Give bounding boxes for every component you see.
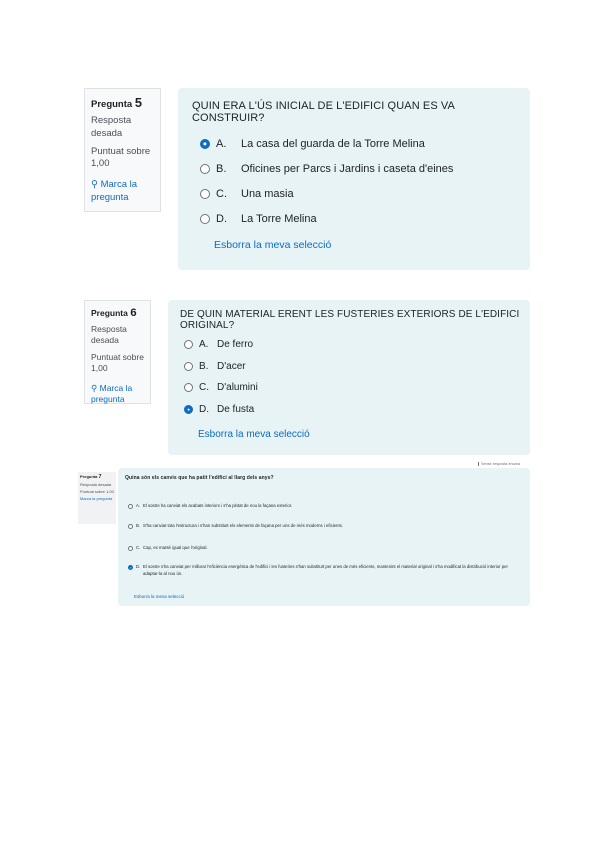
question-number-value: 5 xyxy=(134,95,142,110)
radio-button[interactable] xyxy=(128,546,133,551)
clear-selection-link[interactable]: Esborra la meva selecció xyxy=(198,429,310,440)
question-text: DE QUIN MATERIAL ERENT LES FUSTERIES EXTERIORS DE L'EDIFICI ORIGINAL? xyxy=(180,309,520,331)
answer-option-c[interactable] xyxy=(128,545,523,552)
clear-selection-link[interactable]: Esborra la meva selecció xyxy=(134,594,185,599)
option-letter: D. xyxy=(136,564,141,569)
option-letter: B. xyxy=(199,361,209,372)
option-text: Una masia xyxy=(241,188,294,200)
question-label: Pregunta xyxy=(80,474,98,479)
answer-status: Resposta desada xyxy=(80,482,112,487)
clear-selection-link[interactable]: Esborra la meva selecció xyxy=(214,239,332,251)
option-text: Cap, es manté igual que l'original. xyxy=(143,545,208,550)
question-status-tag: Sense resposta encara xyxy=(478,462,520,466)
radio-button[interactable] xyxy=(128,565,133,570)
flag-icon: ⚲ xyxy=(91,179,98,191)
answer-option-b[interactable] xyxy=(200,163,453,175)
flag-question-link[interactable] xyxy=(91,383,144,406)
radio-button[interactable] xyxy=(200,164,210,174)
question-number-value: 7 xyxy=(98,474,102,480)
option-text: El sostre ha canviat els acabats interiors i s'ha pintat de nou la façana exterior. xyxy=(143,503,293,508)
answer-option-b[interactable] xyxy=(128,523,523,530)
radio-button[interactable] xyxy=(128,524,133,529)
question-text: Quina són els canvis que ha patit l'edifici al llarg dels anys? xyxy=(125,475,274,481)
question-number xyxy=(80,474,114,480)
option-letter: A. xyxy=(136,503,141,508)
question-text: QUIN ERA L'ÚS INICIAL DE L'EDIFICI QUAN ES VA CONSTRUIR? xyxy=(192,100,455,124)
option-letter: A. xyxy=(216,138,227,150)
question-5-content xyxy=(178,88,530,270)
question-7-info xyxy=(78,472,116,524)
answer-status: Resposta desada xyxy=(91,324,127,346)
answer-option-c[interactable] xyxy=(184,382,258,393)
radio-button[interactable] xyxy=(184,383,193,392)
answer-option-d[interactable] xyxy=(184,404,254,415)
radio-button[interactable] xyxy=(200,189,210,199)
question-label: Pregunta xyxy=(91,308,128,318)
option-letter: C. xyxy=(199,382,209,393)
question-5-info xyxy=(84,88,161,212)
answer-option-a[interactable] xyxy=(184,339,253,350)
option-letter: C. xyxy=(216,188,227,200)
question-number xyxy=(91,307,144,319)
answer-status: Resposta desada xyxy=(91,115,132,139)
question-6-info xyxy=(84,300,151,404)
option-letter: D. xyxy=(199,404,209,415)
option-text: D'alumini xyxy=(217,382,258,393)
flag-label: Marca la pregunta xyxy=(91,382,133,405)
flag-question-link[interactable] xyxy=(80,496,114,501)
answer-option-d[interactable] xyxy=(128,564,523,578)
radio-button[interactable] xyxy=(184,362,193,371)
radio-button[interactable] xyxy=(200,139,210,149)
option-text: S'ha canviat tota l'estructura i s'han substituït els elements de façana per uns de més moderns i eficients. xyxy=(143,523,343,528)
option-text: De ferro xyxy=(217,339,254,350)
option-letter: B. xyxy=(216,163,227,175)
answer-option-a[interactable] xyxy=(128,503,523,510)
option-letter: D. xyxy=(216,213,227,225)
question-7-content xyxy=(118,468,530,606)
radio-button[interactable] xyxy=(128,504,133,509)
question-6-content xyxy=(168,300,530,455)
option-text: El sostre s'ha canviat per millorar l'eficiència energètica de l'edifici i les fusteries s'han substituït per unes de més eficients, mantenint el material original i s'ha modificat la distribució interior per adaptar-la al nou ús. xyxy=(143,564,508,576)
answer-option-b[interactable] xyxy=(184,361,246,372)
option-letter: A. xyxy=(199,339,209,350)
flag-label: Marca la pregunta xyxy=(91,179,138,204)
option-text: La Torre Melina xyxy=(241,213,317,225)
option-text: Oficines per Parcs i Jardins i caseta d'eines xyxy=(241,163,454,175)
radio-button[interactable] xyxy=(184,405,193,414)
option-text: De fusta xyxy=(217,404,255,415)
option-text: La casa del guarda de la Torre Melina xyxy=(241,138,425,150)
question-score: Puntuat sobre 1,00 xyxy=(80,489,114,495)
option-text: D'acer xyxy=(217,361,246,372)
answer-option-a[interactable] xyxy=(200,138,425,150)
flag-icon: ⚲ xyxy=(91,382,98,393)
question-score: Puntuat sobre 1,00 xyxy=(91,351,144,374)
option-letter: B. xyxy=(136,523,141,528)
question-number-value: 6 xyxy=(130,307,137,319)
question-score: Puntuat sobre 1,00 xyxy=(91,145,151,170)
answer-option-d[interactable] xyxy=(200,213,317,225)
question-number xyxy=(91,95,154,110)
radio-button[interactable] xyxy=(200,214,210,224)
flag-label: Marca la pregunta xyxy=(80,496,113,502)
option-letter: C. xyxy=(136,545,141,550)
radio-button[interactable] xyxy=(184,340,193,349)
question-label: Pregunta xyxy=(91,99,133,110)
answer-option-c[interactable] xyxy=(200,188,294,200)
flag-question-link[interactable] xyxy=(91,179,154,205)
